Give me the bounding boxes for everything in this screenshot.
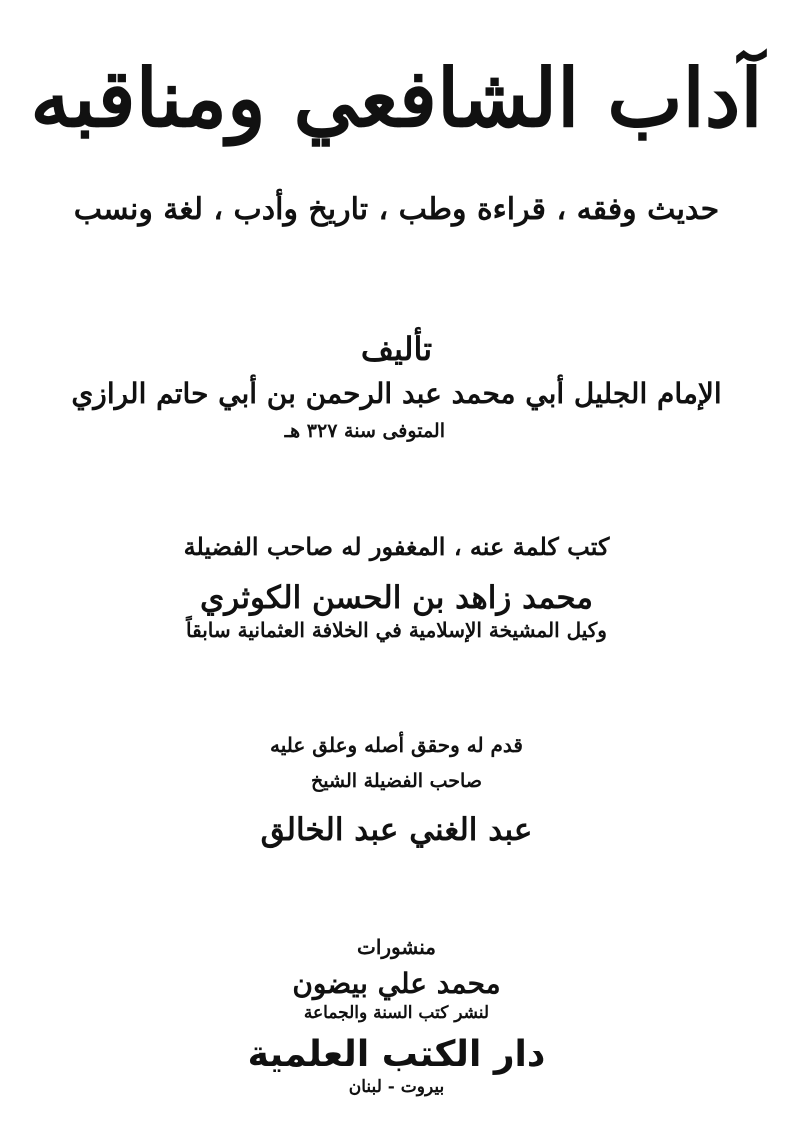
editor-title: صاحب الفضيلة الشيخ [311,770,482,792]
author-death-date: المتوفى سنة ٣٢٧ هـ [284,420,445,442]
publisher-name: محمد علي بيضون [292,967,501,1000]
publisher-motto: لنشر كتب السنة والجماعة [303,1003,490,1023]
author-name: الإمام الجليل أبي محمد عبد الرحمن بن أبي حاتم الرازي [71,377,722,410]
introduction-author-title: وكيل المشيخة الإسلامية في الخلافة العثمانية سابقاً [186,618,607,642]
introduction-author-name: محمد زاهد بن الحسن الكوثري [200,580,593,616]
editor-name: عبد الغني عبد الخالق [260,812,533,848]
book-title: آداب الشافعي ومناقبه [30,51,763,145]
introduction-credit: كتب كلمة عنه ، المغفور له صاحب الفضيلة [183,532,610,561]
publisher-location: بيروت - لبنان [348,1077,445,1097]
publishing-house-logo: دار الكتب العلمية [247,1034,546,1075]
editor-credit: قدم له وحقق أصله وعلق عليه [270,733,523,757]
publisher-label: منشورات [357,935,436,959]
book-subtitle: حديث وفقه ، قراءة وطب ، تاريخ وأدب ، لغة ونسب [73,192,720,227]
authorship-label: تأليف [360,330,433,368]
